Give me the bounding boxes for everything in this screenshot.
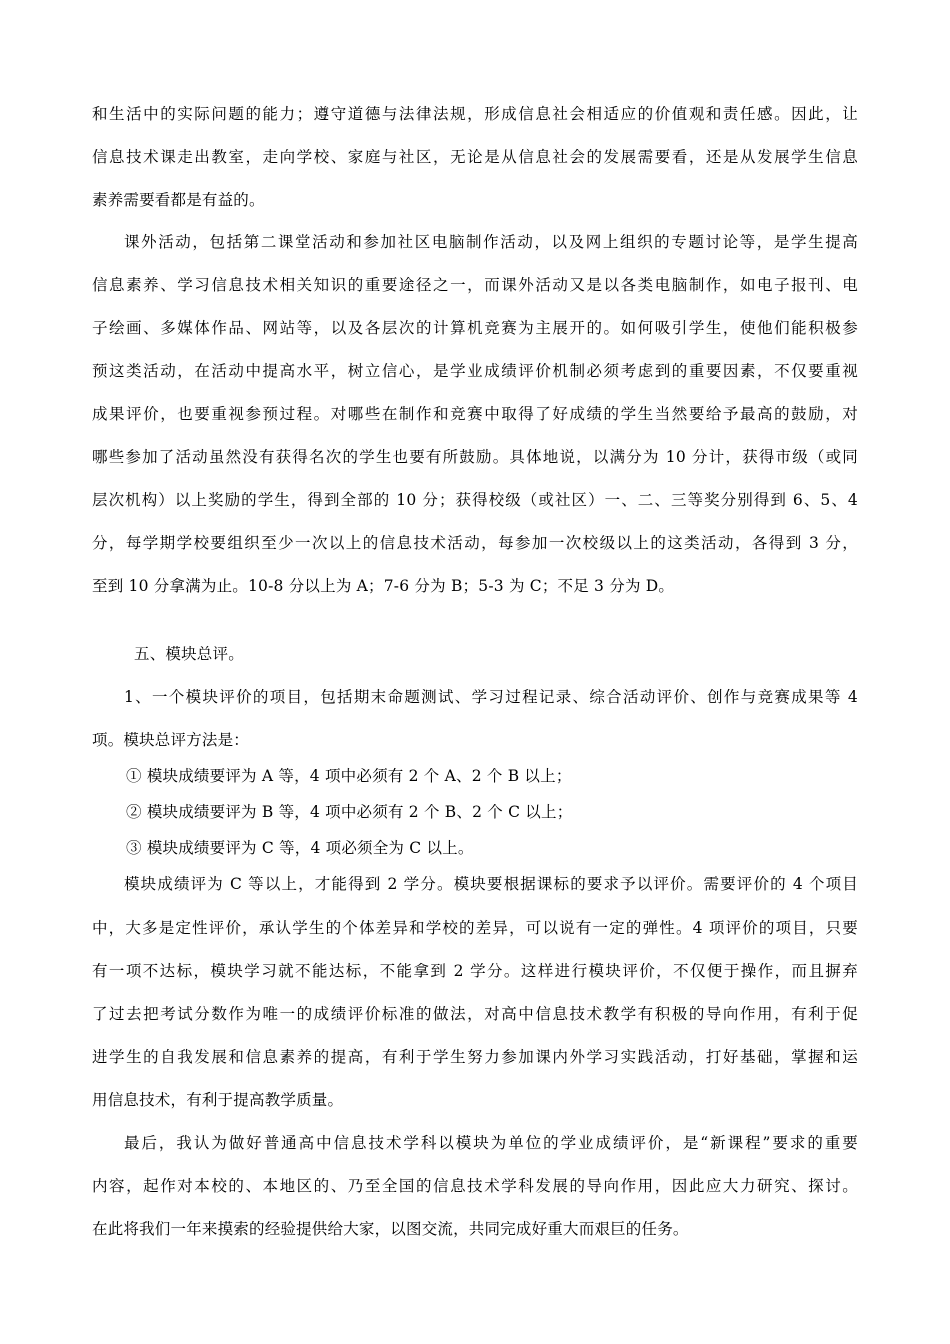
text-line: 和生活中的实际问题的能力；遵守道德与法律法规，形成信息社会相适应的价值观和责任感。因此，让 — [92, 105, 858, 123]
text-line: 项。模块总评方法是： — [92, 731, 250, 749]
text-line: 成果评价，也要重视参预过程。对哪些在制作和竞赛中取得了好成绩的学生当然要给予最高的鼓励，对 — [92, 405, 858, 423]
text-line: 在此将我们一年来摸索的经验提供给大家，以图交流，共同完成好重大而艰巨的任务。 — [92, 1220, 689, 1238]
paragraph-first-line: 1、一个模块评价的项目，包括期末命题测试、学习过程记录、综合活动评价、创作与竞赛成果等 4 — [124, 688, 858, 706]
text-line: 信息技术课走出教室，走向学校、家庭与社区，无论是从信息社会的发展需要看，还是从发展学生信息 — [92, 148, 858, 166]
list-item: ① 模块成绩要评为 A 等，4 项中必须有 2 个 A、2 个 B 以上； — [126, 767, 572, 785]
text-line: 有一项不达标，模块学习就不能达标，不能拿到 2 学分。这样进行模块评价，不仅便于操作，而且摒弃 — [92, 962, 858, 980]
text-line: 子绘画、多媒体作品、网站等，以及各层次的计算机竞赛为主展开的。如何吸引学生，使他们能积极参 — [92, 319, 858, 337]
text-line: 中，大多是定性评价，承认学生的个体差异和学校的差异，可以说有一定的弹性。4 项评价的项目，只要 — [92, 919, 858, 937]
text-line: 了过去把考试分数作为唯一的成绩评价标准的做法，对高中信息技术教学有积极的导向作用，有利于促 — [92, 1005, 858, 1023]
list-item: ② 模块成绩要评为 B 等，4 项中必须有 2 个 B、2 个 C 以上； — [126, 803, 573, 821]
paragraph-first-line: 最后，我认为做好普通高中信息技术学科以模块为单位的学业成绩评价，是“新课程”要求的重要 — [124, 1134, 858, 1152]
text-line: 内容，起作对本校的、本地区的、乃至全国的信息技术学科发展的导向作用，因此应大力研究、探讨。 — [92, 1177, 858, 1195]
text-line: 层次机构）以上奖励的学生，得到全部的 10 分；获得校级（或社区）一、二、三等奖分别得到 6、5、4 — [92, 491, 858, 509]
text-line: 分，每学期学校要组织至少一次以上的信息技术活动，每参加一次校级以上的这类活动，各得到 3 分， — [92, 534, 858, 552]
paragraph-first-line: 课外活动，包括第二课堂活动和参加社区电脑制作活动，以及网上组织的专题讨论等，是学生提高 — [124, 233, 858, 251]
text-line: 至到 10 分拿满为止。10-8 分以上为 A；7-6 分为 B；5-3 为 C；不足 3 分为 D。 — [92, 577, 675, 595]
section-heading: 五、模块总评。 — [134, 645, 244, 663]
text-line: 进学生的自我发展和信息素养的提高，有利于学生努力参加课内外学习实践活动，打好基础，掌握和运 — [92, 1048, 858, 1066]
list-item: ③ 模块成绩要评为 C 等，4 项必须全为 C 以上。 — [126, 839, 474, 857]
text-line: 预这类活动，在活动中提高水平，树立信心，是学业成绩评价机制必须考虑到的重要因素，不仅要重视 — [92, 362, 858, 380]
text-line: 用信息技术，有利于提高教学质量。 — [92, 1091, 344, 1109]
text-line: 哪些参加了活动虽然没有获得名次的学生也要有所鼓励。具体地说，以满分为 10 分计，获得市级（或同 — [92, 448, 858, 466]
text-line: 素养需要看都是有益的。 — [92, 191, 265, 209]
text-line: 信息素养、学习信息技术相关知识的重要途径之一，而课外活动又是以各类电脑制作，如电子报刊、电 — [92, 276, 858, 294]
paragraph-first-line: 模块成绩评为 C 等以上，才能得到 2 学分。模块要根据课标的要求予以评价。需要评价的 4 个项目 — [124, 875, 858, 893]
